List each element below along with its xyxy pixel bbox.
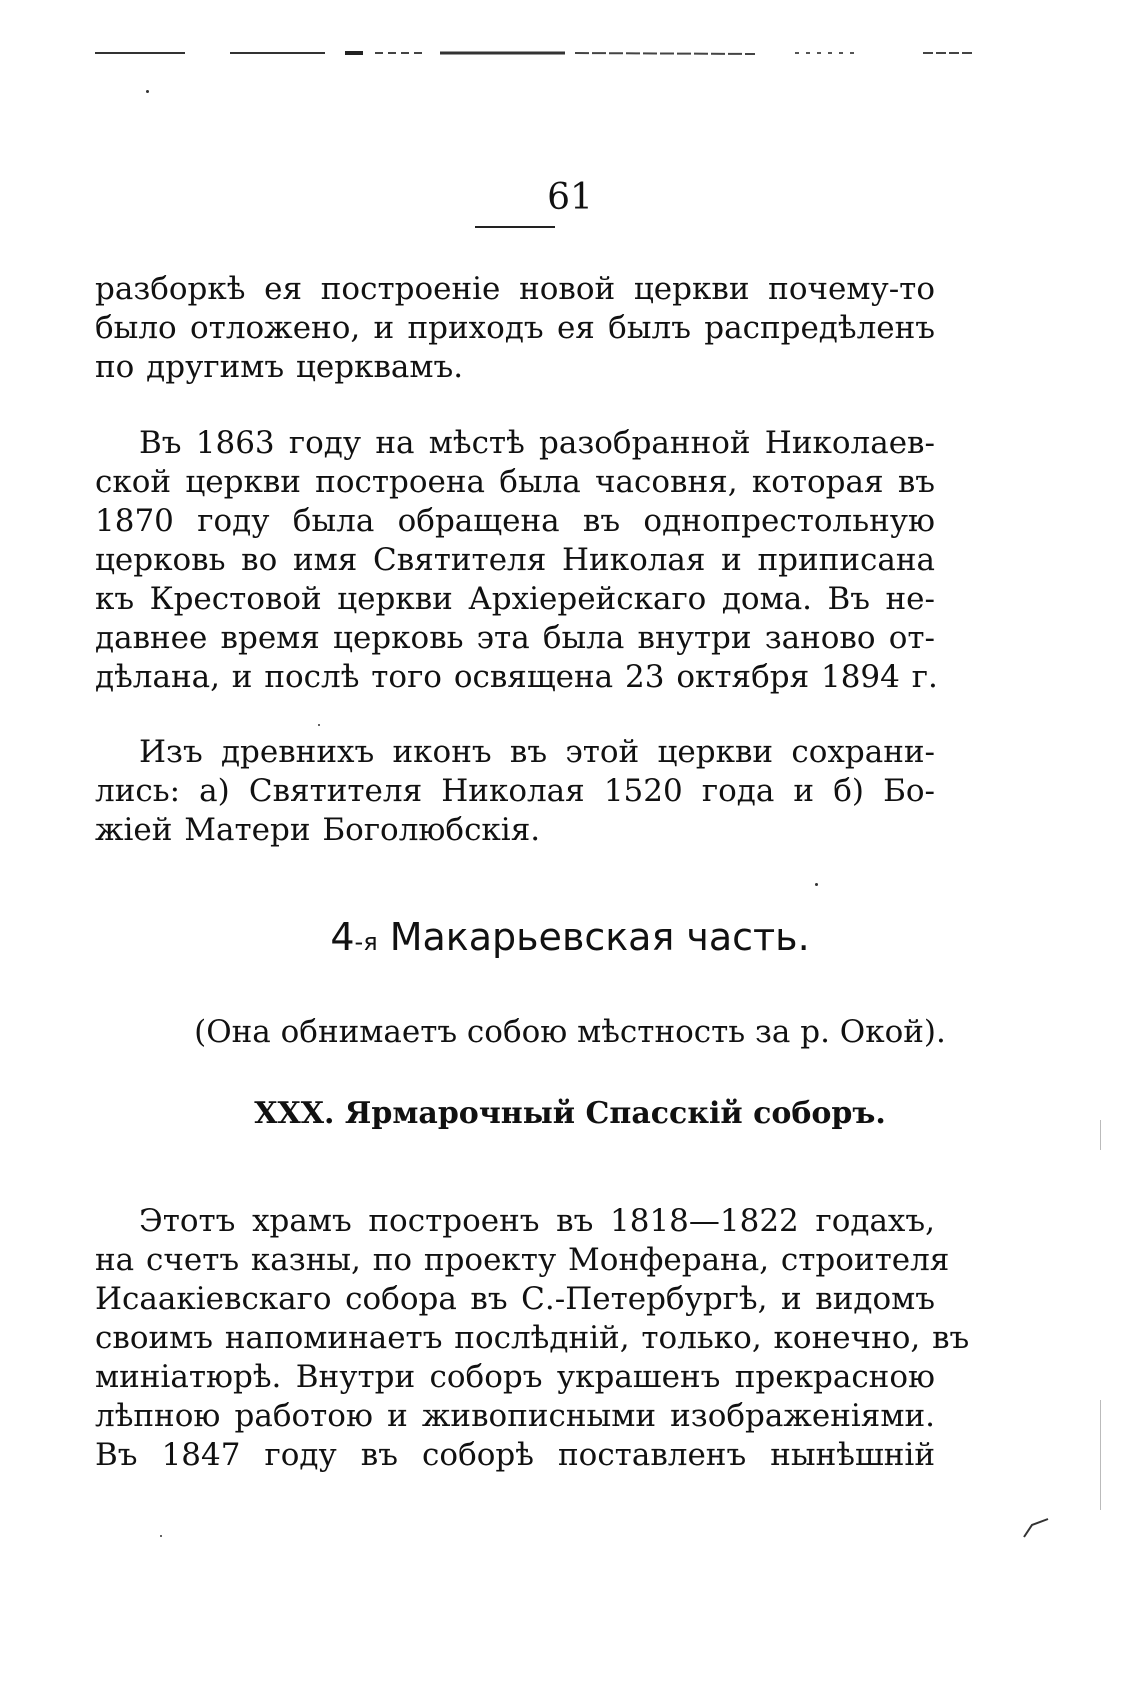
text-line: миніатюрѣ. Внутри соборъ украшенъ прекрасною xyxy=(95,1359,935,1395)
text-line: своимъ напоминаетъ послѣдній, только, конечно, въ xyxy=(95,1320,970,1356)
paragraph-3 xyxy=(95,733,935,850)
scan-edge-line xyxy=(1100,1400,1101,1510)
text-line: давнее время церковь эта была внутри заново от- xyxy=(95,620,935,656)
paragraph-2 xyxy=(95,424,938,697)
scan-speck xyxy=(318,724,320,726)
text-line: Изъ древнихъ иконъ въ этой церкви сохрани- xyxy=(139,734,935,770)
text-line: 1870 году была обращена въ однопрестольную xyxy=(95,503,935,539)
text-line: разборкѣ ея построеніе новой церкви почему-то xyxy=(95,271,935,307)
text-line: по другимъ церквамъ. xyxy=(95,349,464,385)
text-line: Исаакіевскаго собора въ С.-Петербургѣ, и видомъ xyxy=(95,1281,935,1317)
text-line: жіей Матери Боголюбскія. xyxy=(95,812,541,848)
page-number-rule xyxy=(475,226,555,228)
page-number: 61 xyxy=(547,177,593,218)
section-note: (Она обнимаетъ собою мѣстность за р. Окой). xyxy=(194,1014,946,1050)
text-line: ской церкви построена была часовня, которая въ xyxy=(95,464,935,500)
paragraph-1 xyxy=(95,270,935,387)
top-rule xyxy=(95,50,1025,58)
paragraph-4 xyxy=(95,1202,970,1475)
scan-speck xyxy=(160,1535,162,1537)
text-line: Въ 1847 году въ соборѣ поставленъ нынѣшній xyxy=(95,1437,935,1473)
text-line: на счетъ казны, по проекту Монферана, строителя xyxy=(95,1242,950,1278)
text-line: было отложено, и приходъ ея былъ распредѣленъ xyxy=(95,310,935,346)
section-title: Макарьевская часть. xyxy=(389,915,810,959)
scan-speck xyxy=(146,90,149,93)
text-line: лѣпною работою и живописными изображеніями. xyxy=(95,1398,935,1434)
section-heading xyxy=(0,915,1140,964)
scan-speck xyxy=(815,883,818,886)
scan-edge-line xyxy=(1100,1120,1101,1150)
section-number-suffix: -я xyxy=(354,928,378,956)
scan-mark xyxy=(1022,1515,1052,1539)
subsection-heading: XXX. Ярмарочный Спасскій соборъ. xyxy=(254,1096,886,1131)
text-line: Этотъ храмъ построенъ въ 1818—1822 годахъ, xyxy=(139,1203,935,1239)
text-line: лись: а) Святителя Николая 1520 года и б) Бо- xyxy=(95,773,935,809)
text-line: дѣлана, и послѣ того освящена 23 октября 1894 г. xyxy=(95,659,938,695)
text-line: къ Крестовой церкви Архіерейскаго дома. Въ не- xyxy=(95,581,935,617)
text-line: церковь во имя Святителя Николая и приписана xyxy=(95,542,935,578)
text-line: Въ 1863 году на мѣстѣ разобранной Николаев- xyxy=(139,425,935,461)
section-number: 4 xyxy=(330,915,355,959)
